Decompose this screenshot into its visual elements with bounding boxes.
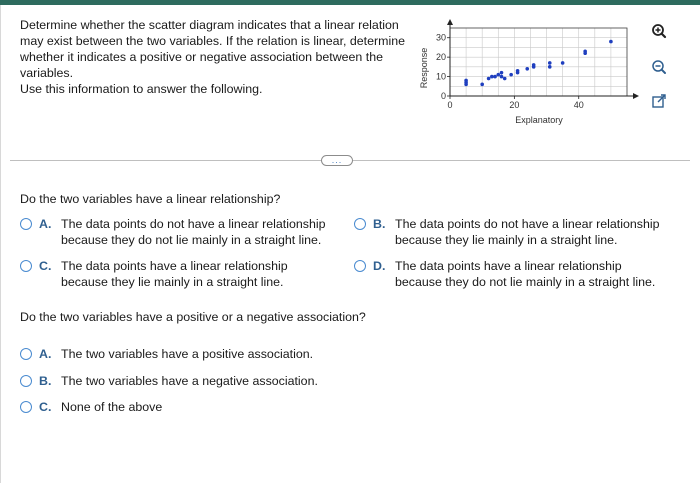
zoom-in-icon [649, 21, 669, 41]
q2-option-b[interactable] [20, 373, 420, 389]
x-tick-label: 40 [573, 100, 584, 110]
option-letter: C. [39, 400, 52, 414]
option-line-2: because they do not lie mainly in a straight line. [395, 275, 656, 289]
data-point [500, 71, 504, 75]
option-letter: A. [39, 217, 52, 231]
option-line-1: The data points do not have a linear relationship [61, 217, 326, 231]
x-tick-label: 20 [509, 100, 520, 110]
top-accent-bar [0, 0, 700, 5]
q1-option-b[interactable] [354, 216, 694, 248]
data-point [503, 77, 507, 81]
plot-border [450, 28, 627, 96]
data-point [464, 79, 468, 83]
y-tick-label: 10 [435, 71, 446, 82]
data-point [490, 75, 494, 79]
y-axis-label: Response [419, 47, 429, 89]
option-text [61, 258, 288, 290]
radio-button[interactable] [20, 218, 32, 230]
data-point [561, 61, 565, 65]
problem-instruction: Use this information to answer the following. [20, 82, 263, 96]
data-point [583, 50, 587, 54]
y-tick-label: 20 [435, 52, 446, 63]
radio-button[interactable] [20, 401, 32, 413]
option-letter: B. [39, 374, 52, 388]
problem-text: Determine whether the scatter diagram indicates that a linear relation may exist between the two variables. If the relation is linear, determine whether it indicates a positive or negative association between the variables. [20, 18, 405, 80]
option-line-1: The data points have a linear relationship [61, 259, 288, 273]
option-text [61, 216, 326, 248]
question-1: Do the two variables have a linear relationship? [20, 192, 281, 206]
x-tick-label: 0 [447, 100, 453, 110]
left-border [0, 5, 1, 483]
data-point [548, 61, 552, 65]
option-text: The two variables have a positive association. [61, 347, 314, 361]
data-points [464, 40, 612, 86]
plot-grid [450, 28, 627, 96]
zoom-out-button[interactable] [648, 56, 670, 78]
q1-option-c[interactable] [20, 258, 350, 290]
q1-option-d[interactable] [354, 258, 694, 290]
data-point [493, 75, 497, 79]
tick-labels [436, 33, 584, 110]
data-point [509, 73, 513, 77]
radio-button[interactable] [20, 375, 32, 387]
zoom-out-icon [649, 57, 669, 77]
expand-more-button[interactable]: ... [321, 155, 353, 166]
data-point [548, 65, 552, 69]
option-text: None of the above [61, 400, 163, 414]
y-tick-label: 0 [440, 91, 446, 101]
data-point [480, 83, 484, 87]
option-line-2: because they lie mainly in a straight line. [395, 233, 618, 247]
q2-option-a[interactable] [20, 346, 420, 362]
option-text [395, 216, 660, 248]
q1-option-a[interactable] [20, 216, 350, 248]
option-letter: C. [39, 259, 52, 273]
option-text: The two variables have a negative association. [61, 374, 318, 388]
radio-button[interactable] [20, 260, 32, 272]
problem-statement [20, 17, 420, 97]
y-tick-label: 30 [435, 32, 446, 43]
option-letter: D. [373, 259, 386, 273]
popout-button[interactable] [648, 90, 670, 112]
zoom-in-button[interactable] [648, 20, 670, 42]
question-2: Do the two variables have a positive or a negative association? [20, 310, 366, 324]
option-line-2: because they lie mainly in a straight line. [61, 275, 284, 289]
data-point [500, 75, 504, 79]
data-point [496, 73, 500, 77]
popout-icon [649, 91, 669, 111]
option-line-2: because they do not lie mainly in a straight line. [61, 233, 322, 247]
data-point [525, 67, 529, 71]
scatter-plot-svg [417, 18, 639, 130]
x-axis-label: Explanatory [515, 115, 563, 125]
radio-button[interactable] [354, 218, 366, 230]
y-axis-arrow [447, 19, 453, 25]
radio-button[interactable] [20, 348, 32, 360]
scatter-diagram [417, 18, 639, 130]
data-point [516, 69, 520, 73]
option-line-1: The data points have a linear relationship [395, 259, 622, 273]
option-letter: A. [39, 347, 52, 361]
data-point [487, 77, 491, 81]
data-point [609, 40, 613, 44]
radio-button[interactable] [354, 260, 366, 272]
option-letter: B. [373, 217, 386, 231]
plot-axes [447, 19, 639, 99]
option-line-1: The data points do not have a linear relationship [395, 217, 660, 231]
option-text [395, 258, 655, 290]
x-axis-arrow [633, 93, 639, 99]
q2-option-c[interactable] [20, 399, 420, 415]
data-point [532, 63, 536, 67]
